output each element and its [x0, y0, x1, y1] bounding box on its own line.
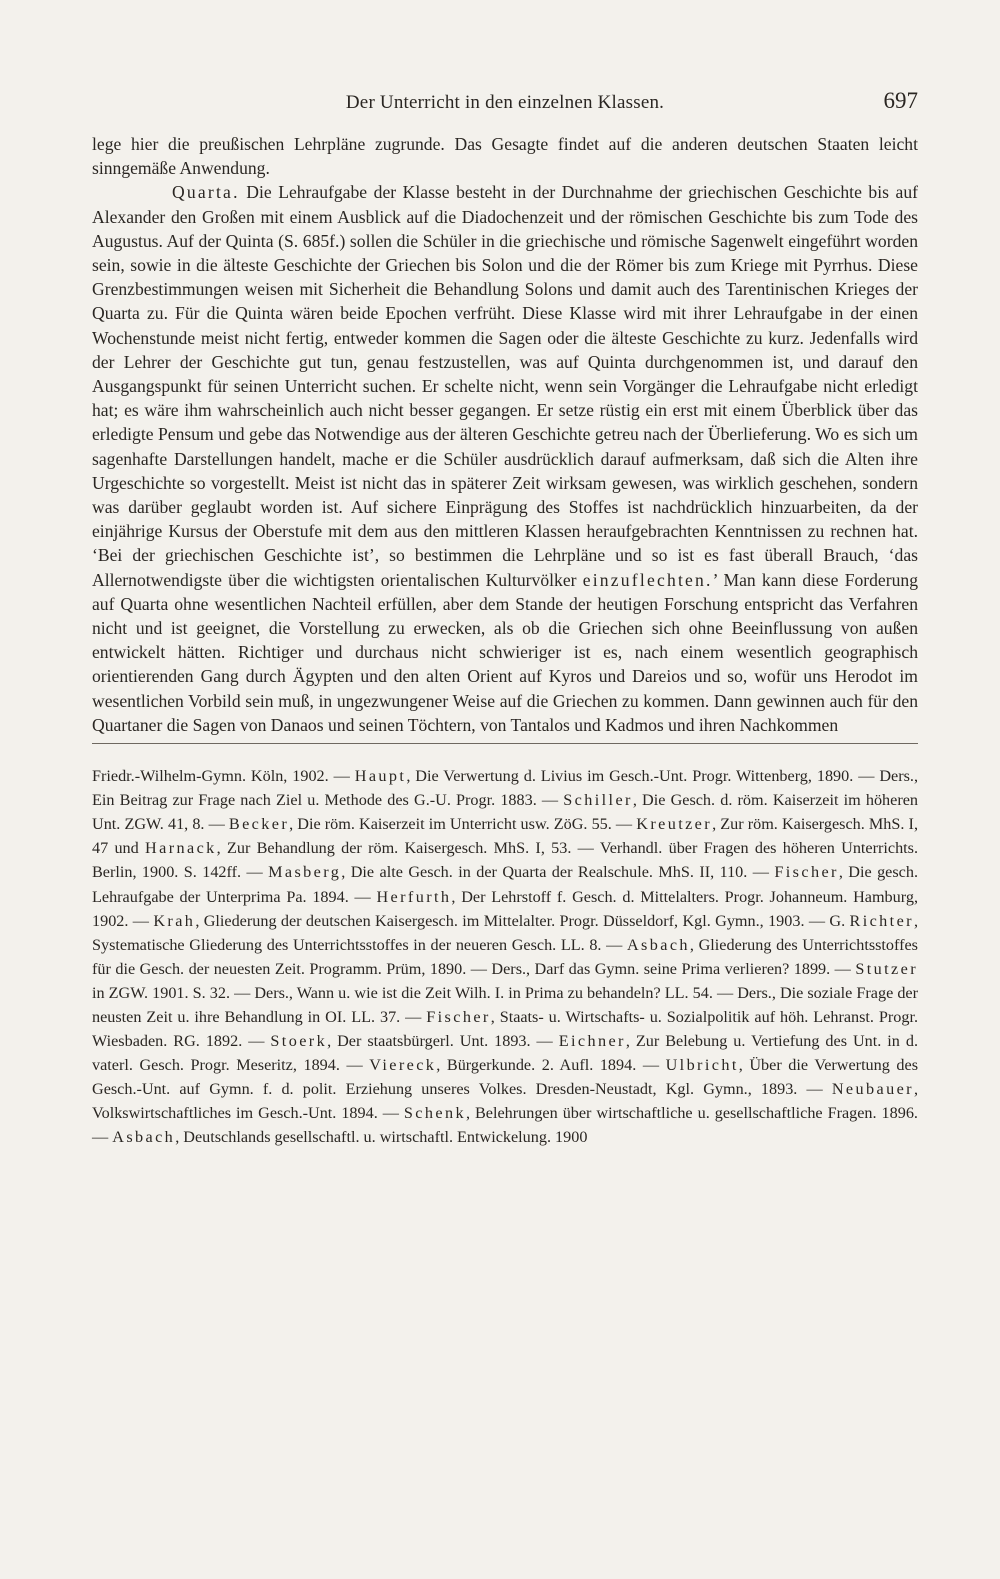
footnote-divider — [92, 743, 918, 744]
book-page — [92, 88, 918, 1150]
author-name: Fischer — [426, 1008, 491, 1027]
author-name: Viereck — [369, 1056, 437, 1075]
author-name: Asbach — [626, 935, 690, 954]
footnote-segment: , Zur Belebung u. Vertiefung des Unt. in d. vaterl. Gesch. Progr. Meseritz, 1894. — — [92, 1032, 919, 1075]
author-name: Asbach — [112, 1128, 176, 1147]
paragraph-continuation: lege hier die preußischen Lehrpläne zugrunde. Das Gesagte findet auf die anderen deutschen Staaten leicht sinngemäße Anwendung. — [92, 134, 918, 179]
page-number: 697 — [883, 88, 918, 113]
paragraph-text: ’ Man kann diese Forderung auf Quarta ohne wesentlichen Nachteil erfüllen, aber dem Stande der heutigen Forschung entspricht das Verfahren nicht und ist geeignet, die Vorstellung zu erwecken, als ob die Griechen sich ohne Beeinflussung von außen entwickelt hätten. Richtiger und durchaus nicht schwieriger ist es, nach einem wesentlich geographisch orientierenden Gang durch Ägypten und den alten Orient auf Kyros und Dareios und so, wofür uns Herodot im wesentlichen Vorbild sein muß, in ungezwungener Weise auf die Griechen zu kommen. Dann gewinnen auch für den Quartaner die Sagen von Danaos und seinen Töchtern, von Tantalos und Kadmos und ihren Nachkommen — [92, 569, 918, 735]
author-name: Stutzer — [855, 959, 918, 978]
section-lead-quarta: Quarta. — [172, 182, 240, 203]
running-title: Der Unterricht in den einzelnen Klassen. — [345, 92, 665, 113]
author-name: Becker — [228, 815, 290, 834]
footnote-segment: , Zur röm. Kaisergesch. MhS. I, 47 und — [92, 815, 918, 858]
author-name: Krah — [153, 911, 196, 930]
author-name: Fischer — [774, 863, 839, 882]
footnote-segment: , Belehrungen über wirtschaftliche u. gesellschaftliche Fragen. 1896. — — [92, 1104, 918, 1147]
footnote-bibliography — [92, 764, 918, 1150]
paragraph-quarta — [92, 180, 918, 737]
paragraph-text: Die Lehraufgabe der Klasse besteht in der Durchnahme der griechischen Geschichte bis auf Alexander den Großen mit einem Ausblick auf die Diadochenzeit und der römischen Geschichte bis zum Tode des Augustus. Auf der Quinta (S. 685f.) sollen die Schüler in die griechische und römische Sagenwelt eingeführt worden sein, sowie in die älteste Geschichte der Griechen bis Solon und die der Römer bis zum Kriege mit Pyrrhus. Diese Grenzbestimmungen weisen mit Sicherheit die Behandlung Solons und damit auch des Tarentinischen Krieges der Quarta zu. Für die Quinta wären beide Epochen verfrüht. Diese Klasse wird mit ihrer Lehraufgabe in der einen Wochenstunde meist nicht fertig, entweder kommen die Sagen oder die älteste Geschichte zu kurz. Jedenfalls wird der Lehrer der Geschichte gut tun, genau festzustellen, was auf Quinta durchgenommen ist, und darauf den Ausgangspunkt für seinen Unterricht suchen. Er schelte nicht, wenn sein Vorgänger die Lehraufgabe nicht erledigt hat; es wäre ihm wahrscheinlich auch nicht besser gegangen. Er setze rüstig ein erst mit einem Überblick über das erledigte Pensum und gebe das Notwendige aus der älteren Geschichte getreu nach der Überlieferung. Wo es sich um sagenhafte Darstellungen handelt, mache er die Schüler ausdrücklich darauf aufmerksam, daß sich die Alten ihre Urgeschichte so vorgestellt. Meist ist nicht das in späterer Zeit wirksam gewesen, was wirklich geschehen, sondern was darüber geglaubt worden ist. Auf sichere Einprägung des Stoffes ist nachdrücklich hinzuarbeiten, da der einjährige Kursus der Oberstufe mit dem aus den mittleren Klassen heraufgebrachten Kenntnissen zu rechnen hat. ‘Bei der griechischen Geschichte ist’, so bestimmen die Lehrpläne und so ist es fast überall Brauch, ‘das Allernotwendigste über die wichtigsten orientalischen Kulturvölker — [92, 182, 918, 590]
footnote-segment: , Deutschlands gesellschaftl. u. wirtschaftl. Entwickelung. 1900 — [175, 1128, 588, 1147]
author-name: Harnack — [145, 839, 217, 858]
footnote-segment: Friedr.-Wilhelm-Gymn. Köln, 1902. — — [92, 767, 355, 786]
author-name: Ulbricht — [665, 1056, 739, 1075]
footnote-segment: , Zur Behandlung der röm. Kaisergesch. MhS. I, 53. — Verhandl. über Fragen des höheren Unterrichts. Berlin, 1900. S. 142ff. — — [92, 839, 919, 882]
main-text — [92, 132, 918, 737]
author-name: Haupt — [354, 767, 407, 786]
page-header — [92, 88, 918, 118]
footnote-segment: , Bürgerkunde. 2. Aufl. 1894. — — [436, 1056, 666, 1075]
footnote-segment: , Systematische Gliederung des Unterrichtsstoffes in der neueren Gesch. LL. 8. — — [92, 911, 918, 954]
author-name: Kreutzer — [636, 815, 713, 834]
footnote-segment: , Gliederung der deutschen Kaisergesch. im Mittelalter. Progr. Düsseldorf, Kgl. Gymn., 1903. — G. — [195, 911, 850, 930]
footnote-segment: , Die röm. Kaiserzeit im Unterricht usw. ZöG. 55. — — [289, 815, 637, 834]
author-name: Stoerk — [270, 1032, 328, 1051]
author-name: Herfurth — [376, 887, 452, 906]
footnote-segment: , Über die Verwertung des Gesch.-Unt. auf Gymn. f. d. polit. Erziehung unseres Volkes. Dresden-Neustadt, Kgl. Gymn., 1893. — — [92, 1056, 918, 1099]
author-name: Richter — [849, 911, 914, 930]
footnote-text — [92, 764, 918, 1150]
footnote-segment: , Die alte Gesch. in der Quarta der Realschule. MhS. II, 110. — — [341, 863, 775, 882]
footnote-segment: in ZGW. 1901. S. 32. — Ders., Wann u. wie ist die Zeit Wilh. I. in Prima zu behandeln? LL. 54. — Ders., Die soziale Frage der neusten Zeit u. ihre Behandlung in OI. LL. 37. — — [92, 983, 918, 1027]
footnote-segment: , Die gesch. Lehraufgabe der Unterprima Pa. 1894. — — [92, 863, 918, 906]
author-name: Eichner — [558, 1032, 626, 1051]
footnote-segment: , Staats- u. Wirtschafts- u. Sozialpolitik auf höh. Lehranst. Progr. Wiesbaden. RG. 1892. — — [92, 1008, 919, 1051]
author-name: Neubauer — [831, 1080, 914, 1099]
author-name: Schenk — [403, 1104, 466, 1123]
footnote-segment: , Volkswirtschaftliches im Gesch.-Unt. 1894. — — [92, 1080, 918, 1123]
author-name: Masberg — [268, 863, 342, 882]
footnote-segment: , Gliederung des Unterrichtsstoffes für die Gesch. der neuesten Zeit. Programm. Prüm, 1890. — Ders., Darf das Gymn. seine Prima verlieren? 1899. — — [92, 935, 918, 978]
footnote-segment: , Die Verwertung d. Livius im Gesch.-Unt. Progr. Wittenberg, 1890. — Ders., Ein Beitrag zur Frage nach Ziel u. Methode des G.-U. Progr. 1883. — — [92, 767, 918, 810]
footnote-segment: , Der Lehrstoff f. Gesch. d. Mittelalters. Progr. Johanneum. Hamburg, 1902. — — [92, 887, 918, 930]
spaced-emphasis: einzuflechten. — [582, 569, 713, 590]
footnote-segment: , Der staatsbürgerl. Unt. 1893. — — [327, 1032, 559, 1051]
author-name: Schiller — [563, 791, 633, 810]
footnote-segment: , Die Gesch. d. röm. Kaiserzeit im höheren Unt. ZGW. 41, 8. — — [92, 791, 918, 834]
